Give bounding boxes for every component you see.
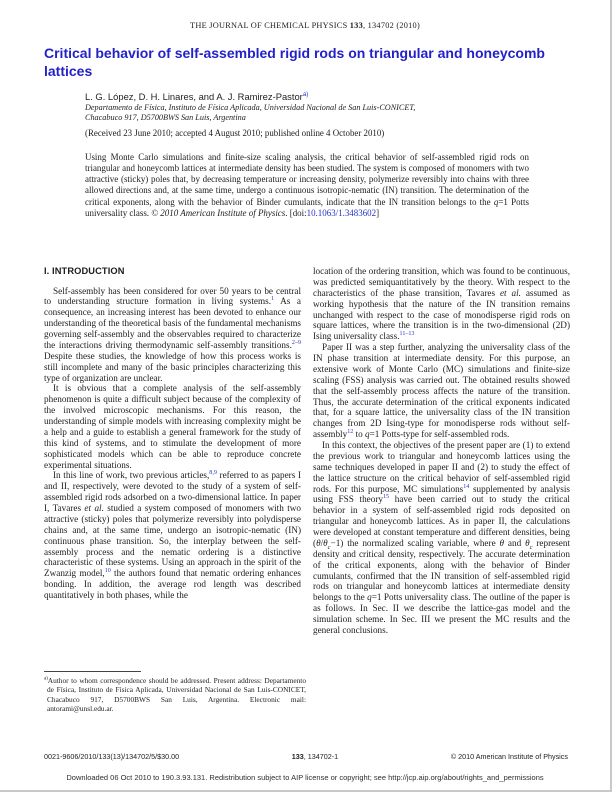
citation-link[interactable]: 11–13 [399, 331, 415, 338]
text-segment: −1) the normalized scaling variable, where [330, 537, 500, 548]
text-segment: 133 [349, 21, 363, 30]
text-segment: the authors found that nematic ordering enhances bonding. In addition, the average rod length was described quantitatively in both phases, while the [44, 568, 302, 600]
text-segment: =1 Potts universality class. The outline of the paper is as follows. In Sec. II we describe the lattice-gas model and the simulation scheme. In Sec. III we present the MC results and the general conclusions. [313, 592, 571, 635]
text-segment: studied a system composed of monomers with two attractive (sticky) poles that polymerize reversibly into polydisperse chains and, at the same time, undergo an isotropic-nematic (IN) continuous phase transition. So, the interplay between the self-assembly process and the nematic ordering is a distinctive characteristic of these systems. Using an approach in the spirit of the Zwanzig model, [44, 503, 301, 579]
text-segment: have been carried out to study the critical behavior in a system of self-assembled rigid rods deposited on triangular and honeycomb lattices. As in paper II, the calculations were developed at constant temperature and different densities, being ( [313, 494, 570, 548]
text-segment: As a consequence, an increasing interest has been devoted to enhance our understanding of the theoretical basis of the fundamental mechanisms governing self-assembly and the observables required to characterize the interactions driving thermodynamic self-assembly transitions. [44, 296, 301, 350]
text-segment: referred to as papers I and II, respectively, were devoted to the study of a system of self-assembled rigid rods adsorbed on a two-dimensional lattice. In paper I, Tavares [44, 470, 302, 513]
footer-issn-price: 0021-9606/2010/133(13)/134702/5/$30.00 [44, 752, 180, 761]
text-segment: θ [499, 537, 505, 548]
text-segment: 133 [291, 752, 304, 761]
paragraph [44, 470, 301, 601]
text-segment: c [529, 543, 533, 551]
text-segment: Using Monte Carlo simulations and finite-size scaling analysis, the critical behavior of self-assembled rigid rods on triangular and honeycomb lattices at intermediate density has been studied. The system is composed of monomers with two attractive (sticky) poles that, by decreasing temperature or increasing density, polymerize reversibly into chains with three allowed directions and, at the same time, undergo a continuous isotropic-nematic (IN) transition. The determination of the critical exponents, along with the behavior of Binder cumulants, indicate that the IN transition belongs to the [85, 152, 529, 207]
text-segment: , 134702 (2010) [362, 21, 420, 30]
citation-link[interactable]: 10 [104, 568, 111, 575]
text-segment: / [320, 537, 324, 548]
section-heading-introduction: I. INTRODUCTION [44, 266, 125, 276]
footer-copyright: © 2010 American Institute of Physics [450, 752, 568, 761]
text-segment: to [353, 429, 366, 440]
footnote-divider [44, 671, 141, 672]
author-line [85, 91, 545, 102]
text-segment: ] [376, 207, 380, 218]
text-segment: It is obvious that a complete analysis of the self-assembly phenomenon is quite a difficult subject because of the complexity of the involved microscopic mechanisms. For this reason, the understanding of simple models with increasing complexity might be a help and a guide to establish a general framework for the study of this kind of systems, and to stimulate the development of more sophisticated models which can be able to reproduce concrete experimental situations. [44, 383, 301, 470]
left-column [44, 266, 301, 601]
author-footnote [44, 676, 306, 713]
paragraph [313, 342, 570, 440]
text-segment: Self-assembly has been considered for over 50 years to be central to understanding structure formation in living systems. [44, 285, 301, 307]
journal-header [0, 21, 610, 30]
text-segment: q [365, 429, 370, 440]
doi-link[interactable]: 10.1063/1.3483602 [306, 207, 377, 218]
text-segment: Author to whom correspondence should be addressed. Present address: Departamento de Física, Instituto de Física Aplicada, Universidad Nacional de San Luis-CONICET, Chacabuco 917, D5700BWS San Luis, Argentina. Electronic mail: antorami@unsl.edu.ar. [47, 676, 306, 713]
text-segment: =1 Potts-type for self-assembled rods. [369, 429, 510, 440]
affiliation [85, 103, 545, 123]
footer-page-number [292, 752, 338, 761]
text-segment: represent density and critical density, respectively. The accurate determination of the critical exponents, along with the behavior of Binder cumulants, confirmed that the IN transition of self-assembled rigid rods on triangular and honeycomb lattices at intermediate density belongs to the [313, 537, 570, 603]
page-title: Critical behavior of self-assembled rigid rods on triangular and honeycomb lattices [44, 45, 545, 79]
affiliation-line-1: Departamento de Física, Instituto de Física Aplicada, Universidad Nacional de San Luis-CONICET, [85, 103, 416, 112]
text-segment: c [327, 543, 331, 551]
citation-link[interactable]: 14 [463, 483, 470, 490]
citation-link[interactable]: 8,9 [209, 470, 217, 477]
text-segment: assumed as working hypothesis that the nature of the IN transition remains unchanged with respect to the case of monodisperse rigid rods on square lattices, where the transition is in the two-dimensional (2D) Ising universality class. [313, 287, 570, 342]
text-segment: . [doi: [285, 207, 307, 218]
received-dates: (Received 23 June 2010; accepted 4 August 2010; published online 4 October 2010) [85, 127, 385, 138]
citation-link[interactable]: 1 [271, 296, 275, 303]
text-segment: supplemented by analysis using FSS theory [313, 483, 570, 505]
citation-link[interactable]: 12 [347, 429, 354, 436]
text-segment: © 2010 American Institute of Physics [151, 207, 286, 218]
citation-link[interactable]: 2–9 [291, 339, 301, 346]
citation-link[interactable]: 15 [383, 494, 390, 501]
text-segment: q [367, 592, 372, 603]
text-segment: and [504, 537, 526, 548]
text-segment: q [493, 196, 499, 207]
text-segment: et al. [84, 503, 104, 513]
text-segment: a) [44, 676, 48, 682]
paragraph [313, 440, 570, 636]
text-segment: , 134702-1 [303, 752, 339, 761]
abstract [85, 152, 529, 219]
text-segment: location of the ordering transition, which was found to be continuous, was predicted semiquantitatively by the theory. With respect to the characteristics of the phase transition, Tavares [313, 266, 570, 298]
text-segment: et al. [499, 287, 521, 298]
text-segment: =1 Potts universality class. [85, 196, 529, 218]
download-notice: Downloaded 06 Oct 2010 to 190.3.93.131. Redistribution subject to AIP license or copyright; see http://jcp.aip.org/about/rights_and_permissions [66, 773, 544, 782]
left-column-paragraphs [44, 286, 301, 601]
citation-link[interactable]: a) [302, 90, 309, 98]
right-column [313, 266, 570, 636]
paragraph [313, 266, 570, 342]
text-segment: θ [323, 537, 328, 548]
text-segment: L. G. López, D. H. Linares, and A. J. Ramirez-Pastor [85, 90, 303, 102]
text-segment: Despite these studies, the knowledge of how this process works is still incomplete and many of the basic principles characterizing this type of organization are unclear. [44, 350, 301, 383]
page-footer [44, 752, 568, 761]
paragraph [44, 286, 301, 384]
text-segment: θ [316, 537, 321, 548]
text-segment: Paper II was a step further, analyzing the universality class of the IN phase transition at intermediate density. For this purpose, an extensive work of Monte Carlo (MC) simulations and finite-size scaling (FSS) analysis was carried out. The obtained results showed that the self-assembly process affects the nature of the transition. Thus, the accurate determination of the critical exponents indicated that, for a square lattice, the universality class of the IN transition changes from 2D Ising-type for monodisperse rods without self-assembly [313, 342, 570, 440]
affiliation-line-2: Chacabuco 917, D5700BWS San Luis, Argentina [85, 112, 246, 122]
text-segment: THE JOURNAL OF CHEMICAL PHYSICS [190, 21, 350, 30]
text-segment: In this line of work, two previous articles, [53, 470, 210, 481]
text-segment: In this context, the objectives of the present paper are (1) to extend the previous work to triangular and honeycomb lattices using the same techniques developed in paper II and (2) to study the effect of the lattice structure on the critical behavior of self-assembled rigid rods. For this purpose, MC simulations [313, 440, 570, 494]
right-column-paragraphs [313, 266, 570, 636]
text-segment: θ [525, 537, 530, 548]
paragraph [44, 383, 301, 470]
